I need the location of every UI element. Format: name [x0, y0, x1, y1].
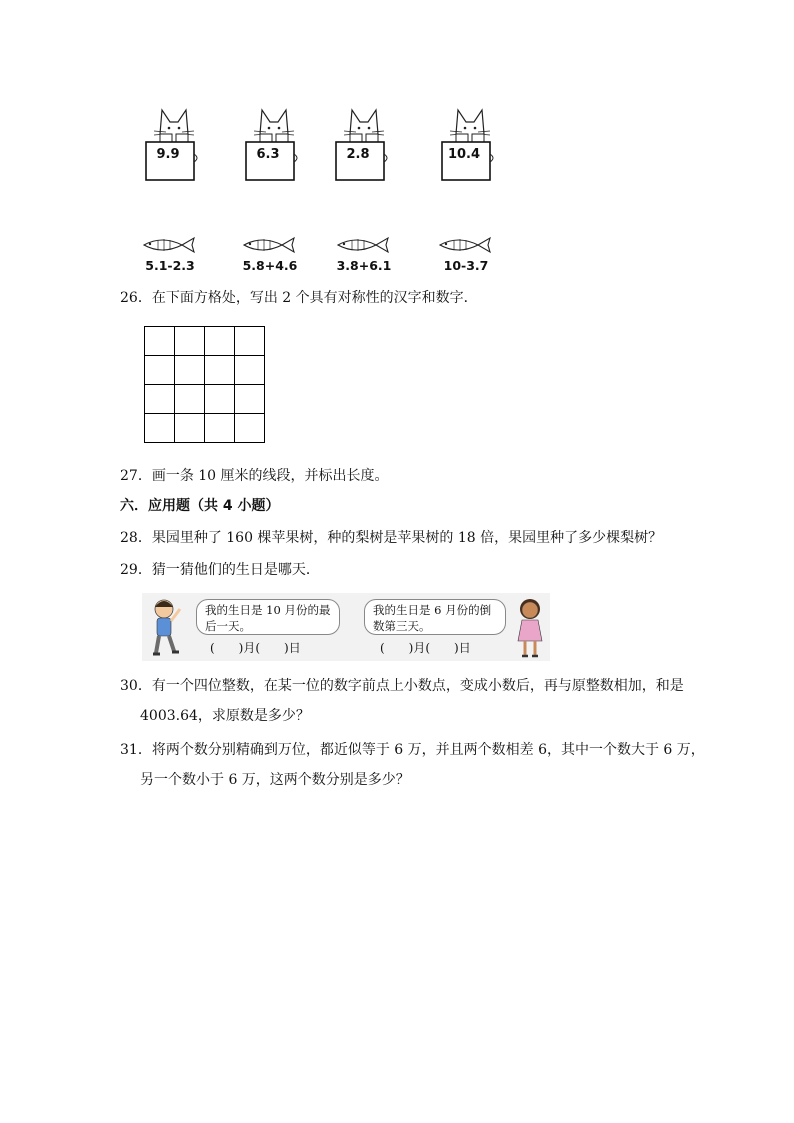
grid-cell[interactable] — [145, 414, 175, 443]
cat-icon — [140, 104, 200, 184]
question-30-line1: 30．有一个四位整数，在某一位的数字前点上小数点，变成小数后，再与原整数相加，和是 — [120, 678, 684, 694]
grid-cell[interactable] — [205, 414, 235, 443]
grid-cell[interactable] — [235, 356, 265, 385]
bubble-line: 数第三天。 — [373, 619, 431, 633]
fish-icon — [434, 236, 498, 254]
cat-icon — [240, 104, 300, 184]
grid-cell[interactable] — [175, 356, 205, 385]
girl-speech-bubble — [364, 599, 506, 635]
birthday-illustration — [142, 593, 550, 661]
grid-cell[interactable] — [205, 327, 235, 356]
cat-value: 2.8 — [346, 147, 370, 162]
cat-value: 9.9 — [156, 147, 180, 162]
question-29: 29．猜一猜他们的生日是哪天． — [120, 562, 320, 578]
boy-speech-bubble — [196, 599, 340, 635]
fish-icon — [332, 236, 396, 254]
grid-cell[interactable] — [145, 385, 175, 414]
cat-card-3 — [330, 104, 390, 184]
boy-icon — [146, 595, 186, 661]
bubble-line: 我的生日是 10 月份的最 — [205, 603, 331, 617]
grid-cell[interactable] — [145, 327, 175, 356]
section-heading: 六．应用题（共 4 小题） — [120, 498, 280, 514]
question-27: 27．画一条 10 厘米的线段，并标出长度。 — [120, 468, 389, 484]
fish-card-4 — [426, 236, 506, 276]
fish-card-3 — [324, 236, 404, 276]
grid-cell[interactable] — [205, 356, 235, 385]
fish-expression: 5.8+4.6 — [242, 258, 298, 273]
cat-icon — [330, 104, 390, 184]
grid-cell[interactable] — [175, 414, 205, 443]
fish-icon — [138, 236, 202, 254]
grid-cell[interactable] — [175, 385, 205, 414]
cat-value: 10.4 — [447, 147, 481, 162]
question-26: 26．在下面方格处，写出 2 个具有对称性的汉字和数字． — [120, 290, 478, 306]
question-31-line2: 另一个数小于 6 万，这两个数分别是多少？ — [140, 772, 410, 788]
symmetry-grid — [144, 326, 265, 443]
fish-expression: 10-3.7 — [443, 258, 489, 273]
bubble-line: 我的生日是 6 月份的倒 — [373, 603, 492, 617]
grid-cell[interactable] — [235, 385, 265, 414]
fish-card-1 — [130, 236, 210, 276]
fish-card-2 — [230, 236, 310, 276]
question-31-line1: 31．将两个数分别精确到万位，都近似等于 6 万，并且两个数相差 6，其中一个数大于 6 万， — [120, 742, 705, 758]
question-30-line2: 4003.64，求原数是多少？ — [140, 708, 310, 724]
question-28: 28．果园里种了 160 棵苹果树，种的梨树是苹果树的 18 倍，果园里种了多少棵梨树？ — [120, 530, 663, 546]
grid-cell[interactable] — [205, 385, 235, 414]
fish-icon — [238, 236, 302, 254]
cat-value: 6.3 — [256, 147, 280, 162]
girl-answer-blank[interactable]: ( )月( )日 — [380, 641, 471, 655]
cat-card-2 — [240, 104, 300, 184]
cat-card-4 — [436, 104, 496, 184]
cat-card-1 — [140, 104, 200, 184]
bubble-line: 后一天。 — [205, 619, 251, 633]
grid-cell[interactable] — [235, 327, 265, 356]
fish-expression: 5.1-2.3 — [145, 258, 195, 273]
girl-icon — [510, 595, 550, 661]
grid-cell[interactable] — [175, 327, 205, 356]
cat-icon — [436, 104, 496, 184]
grid-cell[interactable] — [145, 356, 175, 385]
boy-answer-blank[interactable]: ( )月( )日 — [210, 641, 301, 655]
grid-cell[interactable] — [235, 414, 265, 443]
fish-expression: 3.8+6.1 — [336, 258, 392, 273]
